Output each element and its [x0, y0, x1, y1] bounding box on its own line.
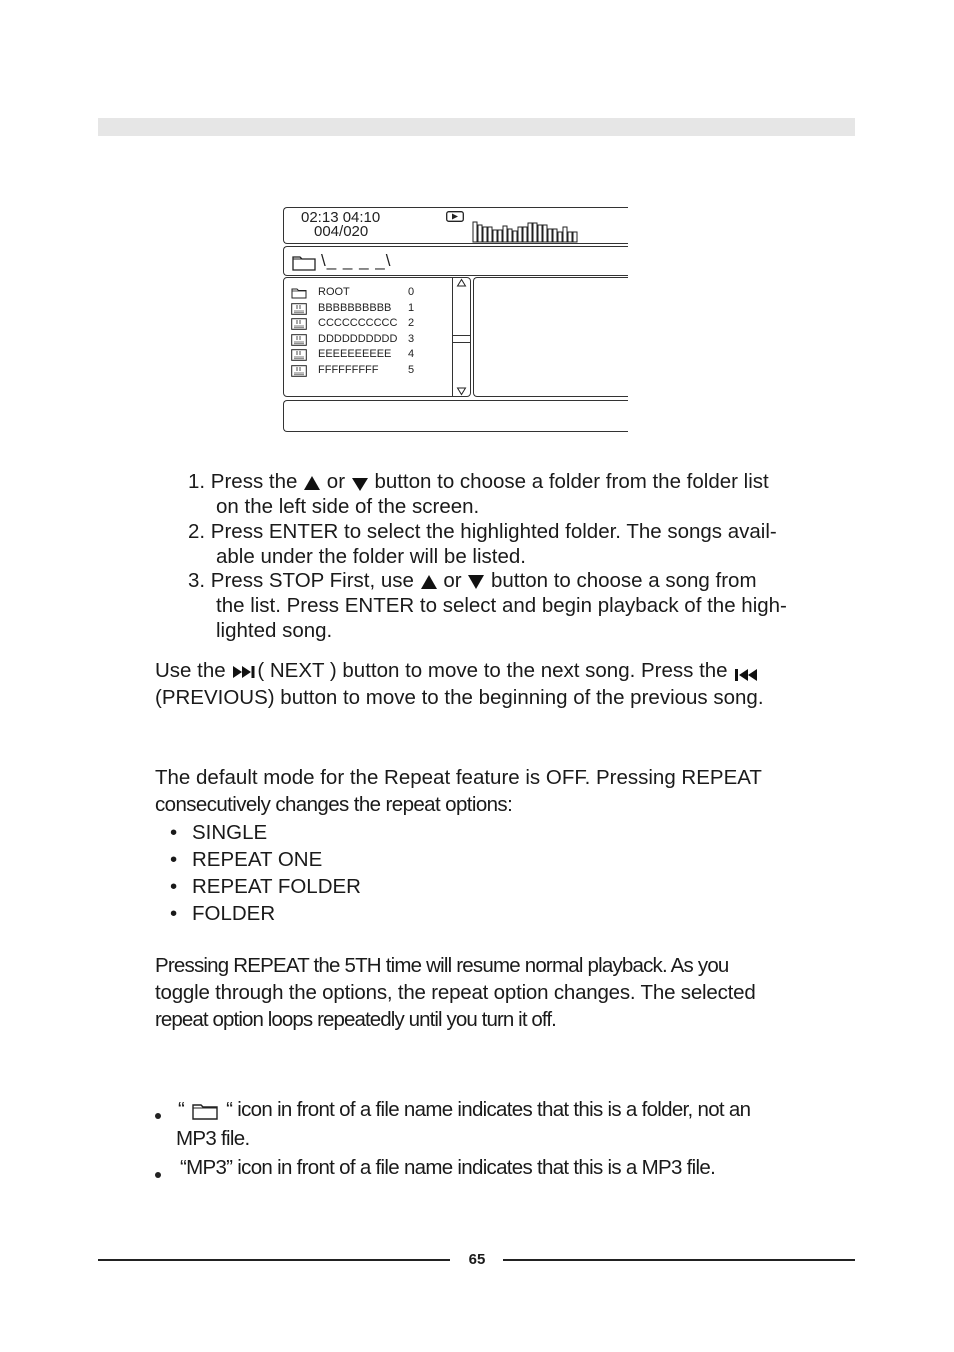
step-2-text-b: able under the folder will be listed. [216, 545, 526, 568]
file-list[interactable] [283, 277, 471, 397]
status-panel [283, 207, 628, 244]
repeat-intro-line-2: consecutively changes the repeat options: [155, 793, 513, 816]
time-display [301, 211, 380, 239]
mp3-icon [291, 318, 307, 330]
file-name: EEEEEEEEEE [318, 348, 392, 361]
step-2-text-a: 2. Press ENTER to select the highlighted folder. The songs avail- [188, 520, 777, 543]
next-track-icon [231, 664, 257, 680]
previous-track-icon [733, 667, 761, 683]
note-folder-quote-open: “ [178, 1098, 185, 1121]
file-index: 5 [408, 364, 415, 376]
repeat-resume-line-3: repeat option loops repeatedly until you turn it off. [155, 1008, 556, 1031]
step-3-text-c: button to choose a song from [491, 569, 757, 592]
mp3-icon [291, 334, 307, 346]
up-arrow-icon [303, 475, 321, 491]
file-name: FFFFFFFFF [318, 364, 379, 376]
repeat-intro-line-1: The default mode for the Repeat feature is OFF. Pressing REPEAT [155, 766, 762, 789]
repeat-resume-line-2: toggle through the options, the repeat option changes. The selected [155, 981, 756, 1004]
equalizer-icon [472, 221, 580, 243]
repeat-option: • REPEAT ONE [170, 846, 361, 873]
file-name: DDDDDDDDDD [318, 332, 398, 345]
scroll-down-arrow-icon[interactable] [456, 386, 467, 396]
next-text-b: ( NEXT ) button to move to the next song. Press the [257, 659, 728, 682]
footer-rule-left [98, 1259, 450, 1261]
step-3-text-a: 3. Press STOP First, use [188, 569, 414, 592]
list-item[interactable] [291, 348, 451, 363]
repeat-option: • REPEAT FOLDER [170, 873, 361, 900]
bullet-dot [155, 1113, 161, 1119]
scroll-thumb[interactable] [452, 335, 470, 343]
scroll-up-arrow-icon[interactable] [456, 278, 467, 288]
note-mp3: “MP3” icon in front of a file name indicates that this is a MP3 file. [180, 1156, 716, 1179]
file-name: CCCCCCCCCC [318, 317, 398, 330]
list-item[interactable] [291, 364, 451, 379]
footer-rule-right [503, 1259, 855, 1261]
bullet-dot [155, 1172, 161, 1178]
repeat-option: • FOLDER [170, 900, 361, 927]
preview-panel [473, 277, 628, 397]
list-item[interactable] [291, 317, 451, 332]
file-name: ROOT [318, 286, 350, 298]
step-1 [188, 469, 828, 519]
up-arrow-icon [420, 574, 438, 590]
step-2 [188, 519, 828, 569]
list-item[interactable] [291, 333, 451, 348]
step-3 [188, 568, 828, 643]
repeat-option: • SINGLE [170, 819, 361, 846]
next-paragraph [155, 658, 761, 683]
previous-paragraph: (PREVIOUS) button to move to the beginning of the previous song. [155, 686, 764, 709]
file-index: 0 [408, 286, 415, 298]
track-counter: 004/020 [314, 223, 369, 240]
step-1-text-b: or [326, 470, 346, 493]
info-bar [283, 400, 628, 432]
note-folder-line-1 [178, 1097, 750, 1122]
file-index: 3 [408, 332, 415, 345]
mp3-icon [291, 303, 307, 315]
step-3-text-d: the list. Press ENTER to select and begin playback of the high- [216, 594, 787, 617]
current-path: \_ _ _ _\ [321, 251, 392, 270]
down-arrow-icon [351, 475, 369, 491]
step-1-text-c: button to choose a folder from the folder list [374, 470, 769, 493]
folder-icon [292, 254, 316, 271]
note-folder-line-2: MP3 file. [176, 1127, 250, 1150]
file-name: BBBBBBBBBB [318, 301, 392, 314]
file-index: 2 [408, 317, 415, 330]
page-number: 65 [468, 1251, 486, 1268]
next-text-a: Use the [155, 659, 226, 682]
path-bar [283, 246, 628, 276]
mp3-screen-diagram [283, 207, 628, 432]
header-bar [98, 118, 855, 136]
repeat-options-list [170, 819, 361, 927]
file-index: 4 [408, 348, 415, 361]
folder-icon [191, 1101, 219, 1121]
elapsed-total-time: 02:13 04:10 [301, 209, 381, 226]
scrollbar[interactable] [452, 277, 470, 397]
list-item[interactable] [291, 286, 451, 301]
mp3-icon [291, 365, 307, 377]
step-1-text-a: 1. Press the [188, 470, 298, 493]
step-3-text-e: lighted song. [216, 619, 333, 642]
play-icon [446, 211, 464, 222]
mp3-icon [291, 349, 307, 361]
repeat-resume-line-1: Pressing REPEAT the 5TH time will resume normal playback. As you [155, 954, 729, 977]
note-folder-text: “ icon in front of a file name indicates that this is a folder, not an [226, 1098, 751, 1121]
file-index: 1 [408, 301, 415, 314]
folder-icon [291, 287, 307, 299]
list-item[interactable] [291, 302, 451, 317]
step-1-text-d: on the left side of the screen. [216, 495, 480, 518]
down-arrow-icon [467, 574, 485, 590]
step-3-text-b: or [443, 569, 462, 592]
